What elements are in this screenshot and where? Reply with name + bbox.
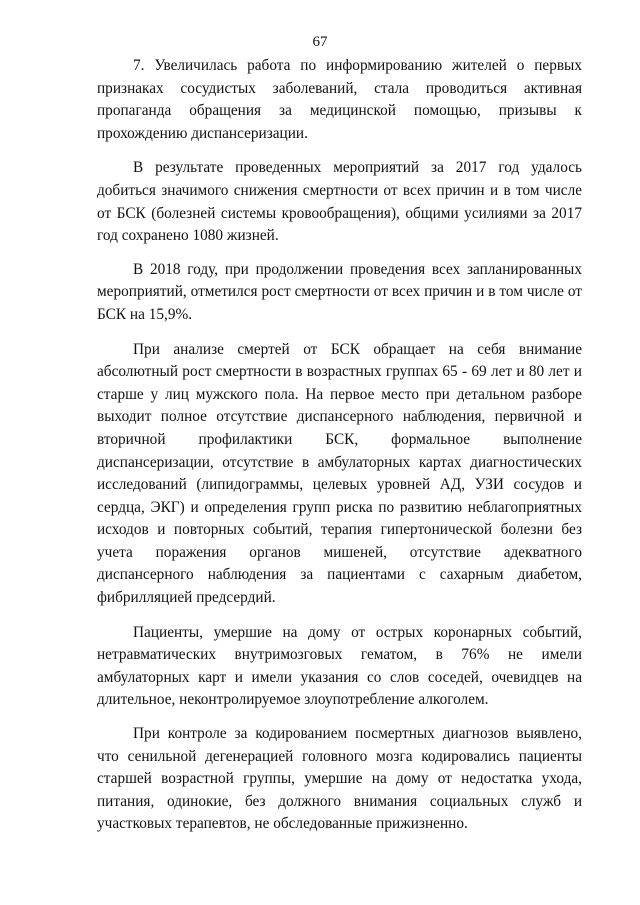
paragraph-death-analysis: При анализе смертей от БСК обращает на себя внимание абсолютный рост смертности в возрастных группах 65 - 69 лет и 80 лет и старше у лиц мужского пола. На первое место при детальном разборе выходит полное отсутствие диспансерного наблюдения, первичной и вторичной профилактики БСК, формальное выполнение диспансеризации, отсутствие в амбулаторных картах диагностических исследований (липидограммы, целевых уровней АД, УЗИ сосудов и сердца, ЭКГ) и определения групп риска по развитию неблагоприятных исходов и повторных событий, терапия гипертонической болезни без учета поражения органов мишеней, отсутствие адекватного диспансерного наблюдения за пациентами с сахарным диабетом, фибрилляцией предсердий. (97, 340, 582, 607)
document-body (97, 55, 582, 836)
paragraph-2018-mortality: В 2018 году, при продолжении проведения всех запланированных мероприятий, отметился рост смертности от всех причин и в том числе от БСК на 15,9%. (97, 260, 582, 323)
paragraph-awareness: 7. Увеличилась работа по информированию жителей о первых признаках сосудистых заболеваний, стала проводиться активная пропаганда обращения за медицинской помощью, призывы к прохождению диспансеризации. (97, 57, 582, 142)
paragraph-diagnosis-coding: При контроле за кодированием посмертных диагнозов выявлено, что сенильной дегенерацией головного мозга кодировались пациенты старшей возрастной группы, умершие на дому от недостатка ухода, питания, одинокие, без должного внимания социальных служб и участковых терапевтов, не обследованные прижизненно. (97, 725, 582, 833)
paragraph-home-deaths: Пациенты, умершие на дому от острых коронарных событий, нетравматических внутримозговых гематом, в 76% не имели амбулаторных карт и имели указания со слов соседей, очевидцев на длительное, неконтролируемое злоупотребление алкоголем. (97, 623, 582, 709)
paragraph-2017-results: В результате проведенных мероприятий за 2017 год удалось добиться значимого снижения смертности от всех причин и в том числе от БСК (болезней системы кровообращения), общими усилиями за 2017 год сохранено 1080 жизней. (97, 159, 582, 245)
page-number: 67 (312, 34, 328, 50)
